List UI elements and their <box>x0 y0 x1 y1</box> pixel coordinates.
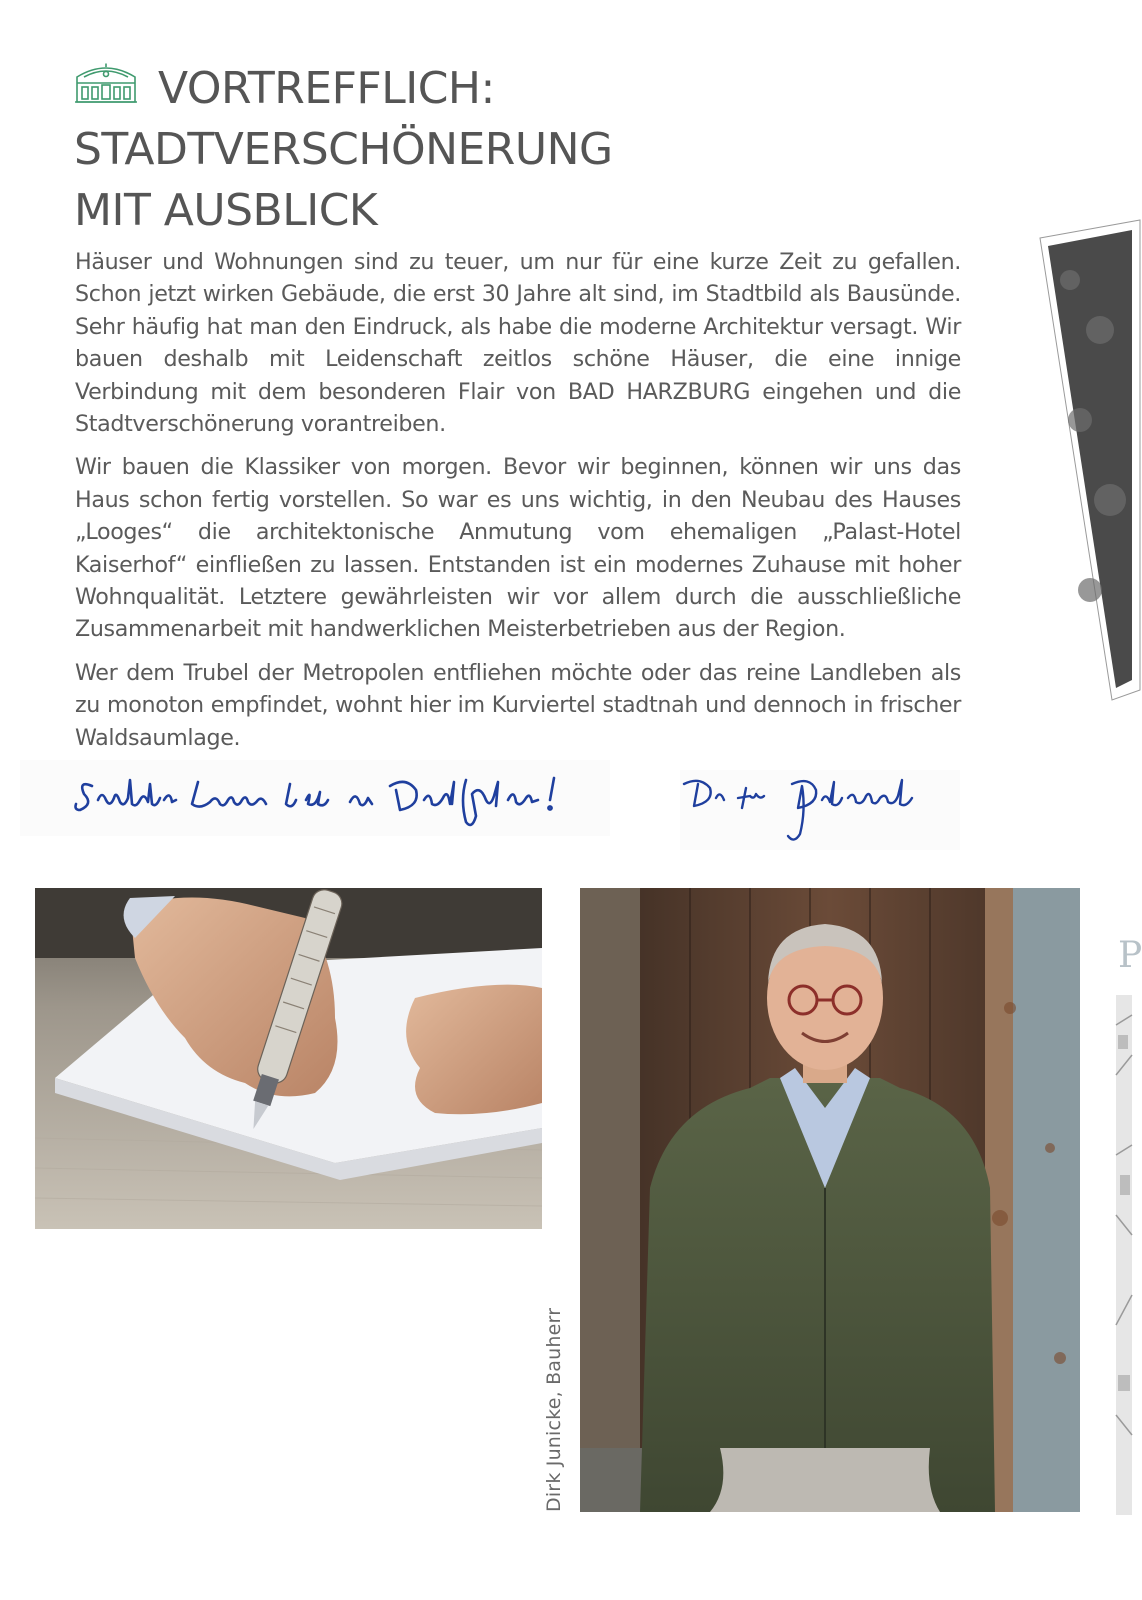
edge-photo-fragment <box>1040 220 1140 710</box>
photo-portrait-drawing <box>580 888 1080 1512</box>
handwritten-signature-drawing <box>680 770 960 850</box>
title-line-3: MIT AUSBLICK <box>74 185 378 236</box>
title-line-2: STADTVERSCHÖNERUNG <box>74 124 613 175</box>
body-text <box>75 246 961 765</box>
edge-map-fragment <box>1116 995 1132 1515</box>
photo-hand-writing-drawing <box>35 888 542 1229</box>
paragraph-3: Wer dem Trubel der Metropolen entfliehen möchte oder das reine Landleben als zu monoton empfindet, wohnt hier im Kurviertel stadtnah und dennoch in frischer Waldsaumlage. <box>75 659 961 751</box>
photo-hand-writing <box>35 888 542 1229</box>
handwritten-motto-drawing <box>20 760 610 836</box>
paragraph-1: Häuser und Wohnungen sind zu teuer, um nur für eine kurze Zeit zu gefallen. Schon jetzt wirken Gebäude, die erst 30 Jahre alt sind, im Stadtbild als Bausünde. Sehr häufig hat man den Eindruck, als habe die moderne Architektur versagt. Wir bauen deshalb mit Leidenschaft zeitlos schöne Häuser, die eine innige Verbindung mit dem besonderen Flair von BAD HARZBURG eingehen und die Stadtverschönerung vorantreiben. <box>75 249 961 438</box>
photo-caption: Dirk Junicke, Bauherr <box>543 1307 565 1512</box>
handwritten-motto <box>20 760 610 836</box>
photo-portrait <box>580 888 1080 1512</box>
paragraph-2: Wir bauen die Klassiker von morgen. Bevor wir beginnen, können wir uns das Haus schon fertig vorstellen. So war es uns wichtig, in den Neubau des Hauses „Looges“ die architektonische Anmutung vom ehemaligen „Palast-Hotel Kaiserhof“ einfließen zu lassen. Entstanden ist ein modernes Zuhause mit hoher Wohnqualität. Letztere gewährleisten wir vor allem durch die ausschließliche Zusammenarbeit mit handwerklichen Meisterbetrieben aus der Region. <box>75 454 961 643</box>
edge-text-fragment: P <box>1118 935 1142 976</box>
title-line-1: VORTREFFLICH: <box>158 63 495 114</box>
handwritten-signature <box>680 770 960 850</box>
page-title <box>74 58 774 241</box>
